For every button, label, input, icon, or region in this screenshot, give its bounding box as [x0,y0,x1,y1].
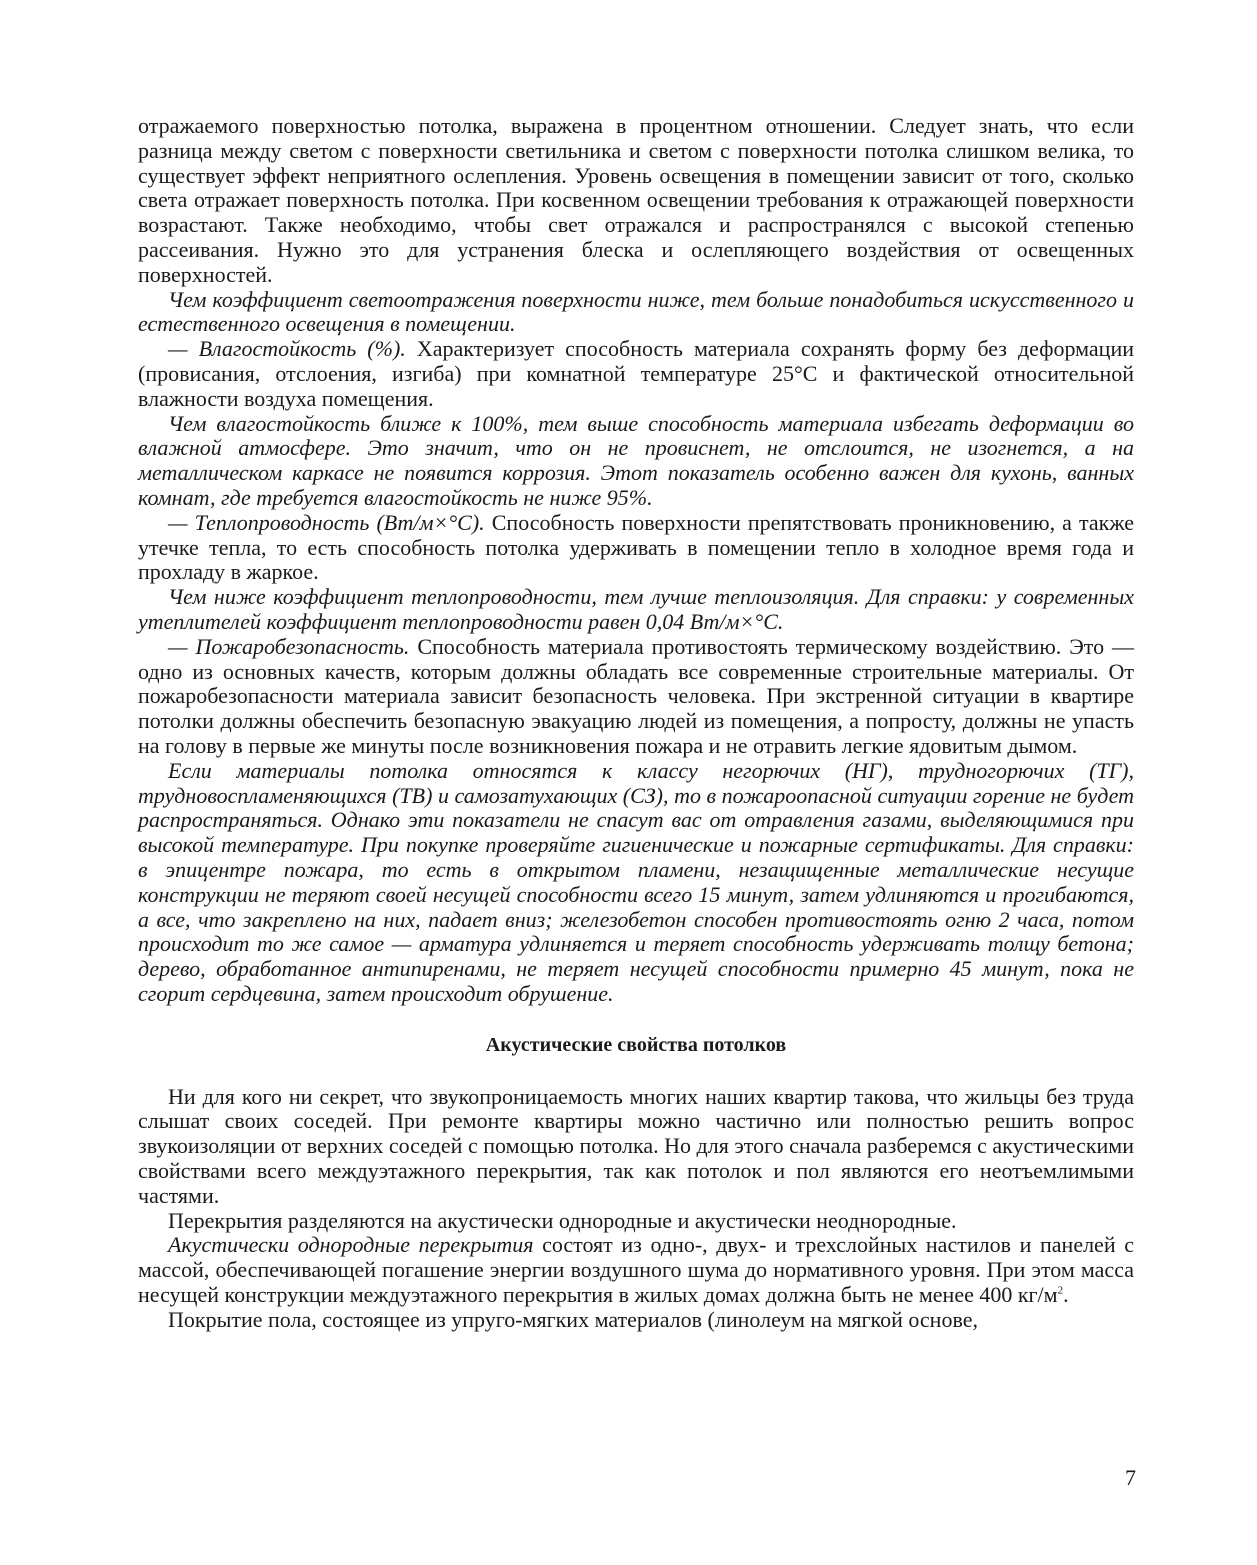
page-number: 7 [1125,1465,1136,1490]
text-homogeneous-end: . [1063,1282,1069,1308]
paragraph-acoustic-intro: Ни для кого ни секрет, что звукопроницаемость многих наших квартир такова, что жильцы без труда слышат своих соседей. При ремонте квартиры можно частично или полностью решить вопрос звукоизоляции от верхних соседей с помощью потолка. Но для этого сначала разберемся с акустическими свойствами всего междуэтажного перекрытия, так как потолок и пол являются его неотъемлимыми частями. [138,1083,1134,1208]
text-moisture-resistance: Характеризует способность материала сохранять форму без деформации (провисания, отслоения, изгиба) при комнатной температуре 25°С и фактической относительной влажности воздуха помещения. [138,336,1134,411]
note-moisture-resistance: Чем влагостойкость ближе к 100%, тем выше способность материала избегать деформации во влажной атмосфере. Это значит, что он не провиснет, не отслоится, не изогнется, а на металлическом каркасе не появится коррозия. Этот показатель особенно важен для кухонь, ванных комнат, где требуется влагостойкость не ниже 95%. [138,410,1134,510]
page-content [138,114,1134,1333]
text-homogeneous-floors: состоят из одно-, двух- и трехслойных настилов и панелей с массой, обеспечивающей погашение энергии воздушного шума до нормативного уровня. При этом масса несущей конструкции междуэтажного перекрытия в жилых домах должна быть не менее 400 кг/м [138,1232,1134,1308]
note-fire-safety: Если материалы потолка относятся к классу негорючих (НГ), трудногорючих (ТГ), трудновоспламеняющихся (ТВ) и самозатухающих (СЗ), то в пожароопасной ситуации горение не будет распространяться. Однако эти показатели не спасут вас от отравления газами, выделяющимися при высокой температуре. При покупке проверяйте гигиенические и пожарные сертификаты. Для справки: в эпицентре пожара, то есть в открытом пламени, незащищенные металлические несущие конструкции не теряют своей несущей способности всего 15 минут, затем удлиняются и прогибаются, а все, что закреплено на них, падает вниз; железобетон способен противостоять огню 2 часа, потом происходит то же самое — арматура удлиняется и теряет способность удерживать толщу бетона; дерево, обработанное антипиренами, не теряет несущей способности примерно 45 минут, пока не сгорит сердцевина, затем происходит обрушение. [138,757,1134,1006]
text-fire-safety: Способность материала противостоять термическому воздействию. Это — одно из основных качеств, которым должны обладать все современные строительные материалы. От пожаробезопасности материала зависит безопасность человека. При экстренной ситуации в квартире потолки должны обеспечить безопасную эвакуацию людей из помещения, а попросту, должны не упасть на голову в первые же минуты после возникновения пожара и не отравить легкие ядовитым дымом. [138,633,1134,758]
paragraph-floor-covering: Покрытие пола, состоящее из упруго-мягких материалов (линолеум на мягкой основе, [168,1306,978,1332]
note-thermal-conductivity: Чем ниже коэффициент теплопроводности, тем лучше теплоизоляция. Для справки: у современных утеплителей коэффициент теплопроводности равен 0,04 Вт/м×°С. [138,584,1134,634]
note-reflection: Чем коэффициент светоотражения поверхности ниже, тем больше понадобиться искусственного и естественного освещения в помещении. [138,286,1134,337]
paragraph-fire-safety [138,635,1134,759]
paragraph-floor-types: Перекрытия разделяются на акустически однородные и акустически неоднородные. [168,1207,957,1233]
paragraph-thermal-conductivity [138,511,1134,585]
paragraph-moisture-resistance [138,337,1134,411]
section-heading: Акустические свойства потолков [485,1033,787,1056]
term-thermal-conductivity: — Теплопроводность (Вт/м×°С). [168,509,485,535]
term-fire-safety: — Пожаробезопасность. [168,633,410,659]
superscript-square: 2 [1057,1284,1064,1297]
term-moisture-resistance: — Влагостойкость (%). [168,336,406,362]
term-homogeneous-floors: Акустически однородные перекрытия [168,1232,534,1258]
text-thermal-conductivity: Способность поверхности препятствовать проникновению, а также утечке тепла, то есть способность потолка удерживать в помещении тепло в холодное время года и прохладу в жаркое. [138,509,1134,585]
paragraph-reflection: отражаемого поверхностью потолка, выражена в процентном отношении. Следует знать, что если разница между светом с поверхности светильника и светом с поверхности потолка слишком велика, то существует эффект неприятного ослепления. Уровень освещения в помещении зависит от того, сколько света отражает поверхность потолка. При косвенном освещении требования к отражающей поверхности возрастают. Также необходимо, чтобы свет отражался и распространялся с высокой степенью рассеивания. Нужно это для устранения блеска и ослепляющего воздействия от освещенных поверхностей. [138,113,1134,287]
paragraph-homogeneous-floors [138,1233,1134,1307]
